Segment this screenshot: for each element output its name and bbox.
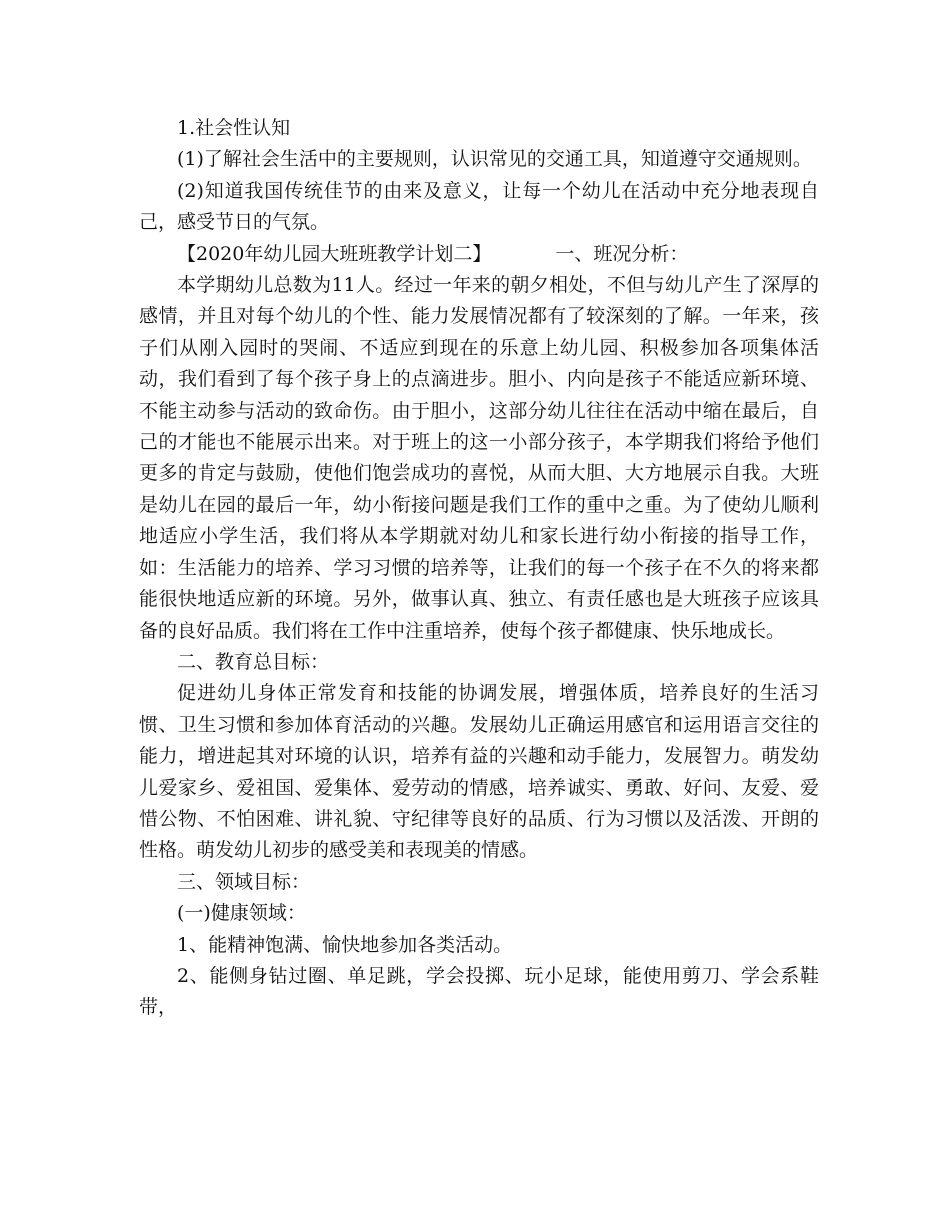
list-item-health-1: 1、能精神饱满、愉快地参加各类活动。 [177, 933, 513, 956]
paragraph-social-cognition-heading: 1.社会性认知 [177, 117, 291, 139]
paragraph-education-goals: 促进幼儿身体正常发育和技能的协调发展，增强体质，培养良好的生活习惯、卫生习惯和参加体育活动的兴趣。发展幼儿正确运用感官和运用语言交往的能力，增进起其对环境的认识，培养有益的兴趣和动手能力，发展智力。萌发幼儿爱家乡、爱祖国、爱集体、爱劳动的情感，培养诚实、勇敢、好问、友爱、爱惜公物、不怕困难、讲礼貌、守纪律等良好的品质、行为习惯以及活泼、开朗的性格。萌发幼儿初步的感受美和表现美的情感。 [139, 682, 819, 862]
section-education-goals-heading: 二、教育总目标： [177, 650, 330, 673]
plan-title: 【2020年幼儿园大班班教学计划二】 [177, 242, 492, 265]
paragraph-class-analysis: 本学期幼儿总数为11人。经过一年来的朝夕相处，不但与幼儿产生了深厚的感情，并且对每个幼儿的个性、能力发展情况都有了较深刻的了解。一年来，孩子们从刚入园时的哭闹、不适应到现在的乐意上幼儿园、积极参加各项集体活动，我们看到了每个孩子身上的点滴进步。胆小、内向是孩子不能适应新环境、不能主动参与活动的致命伤。由于胆小，这部分幼儿往往在活动中缩在最后，自己的才能也不能展示出来。对于班上的这一小部分孩子，本学期我们将给予他们更多的肯定与鼓励，使他们饱尝成功的喜悦，从而大胆、大方地展示自我。大班是幼儿在园的最后一年，幼小衔接问题是我们工作的重中之重。为了使幼儿顺利地适应小学生活，我们将从本学期就对幼儿和家长进行幼小衔接的指导工作，如：生活能力的培养、学习习惯的培养等，让我们的每一个孩子在不久的将来都能很快地适应新的环境。另外，做事认真、独立、有责任感也是大班孩子应该具备的良好品质。我们将在工作中注重培养，使每个孩子都健康、快乐地成长。 [139, 274, 819, 642]
document-body [139, 113, 819, 1024]
subsection-health-domain-heading: (一)健康领域： [177, 902, 306, 925]
plan-title-line [139, 239, 819, 270]
section-domain-goals-heading: 三、领域目标： [177, 870, 311, 893]
list-item-health-2: 2、能侧身钻过圈、单足跳，学会投掷、玩小足球，能使用剪刀、学会系鞋带， [139, 964, 819, 1019]
section-class-analysis-heading: 一、班况分析： [555, 242, 689, 265]
paragraph-traditional-festivals: (2)知道我国传统佳节的由来及意义，让每一个幼儿在活动中充分地表现自己，感受节日的气氛。 [139, 179, 819, 234]
paragraph-social-rules: (1)了解社会生活中的主要规则，认识常见的交通工具，知道遵守交通规则。 [177, 148, 812, 171]
